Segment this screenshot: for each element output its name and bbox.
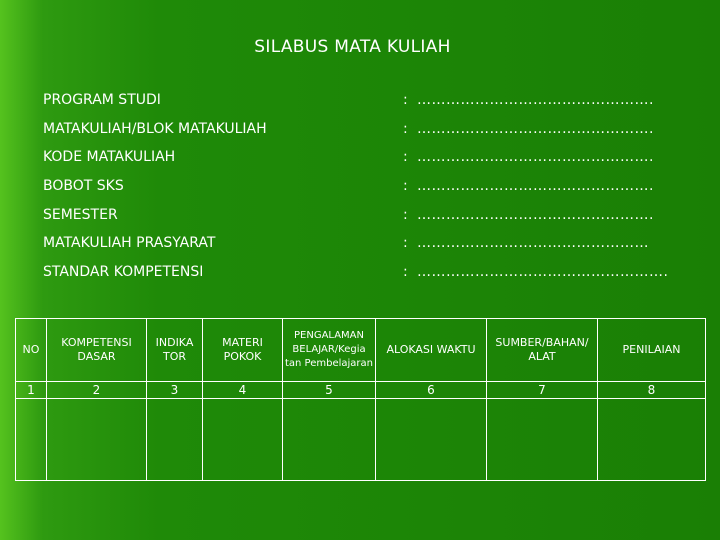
table-cell xyxy=(16,399,47,481)
field-label: KODE MATAKULIAH xyxy=(43,149,176,165)
table-cell xyxy=(147,399,203,481)
table-number-row xyxy=(16,382,706,399)
field-matakuliah-prasyarat xyxy=(43,235,683,257)
header-kompetensi-dasar: KOMPETENSI DASAR xyxy=(47,319,147,382)
table-empty-row xyxy=(16,399,706,481)
column-number: 4 xyxy=(203,382,283,399)
field-value: …………………………………………. xyxy=(417,149,654,165)
field-matakuliah xyxy=(43,121,683,143)
column-number: 7 xyxy=(487,382,598,399)
table-cell xyxy=(47,399,147,481)
table-cell xyxy=(203,399,283,481)
field-value: ……………………………………………. xyxy=(417,264,669,280)
field-label: STANDAR KOMPETENSI xyxy=(43,264,204,280)
header-materi-pokok: MATERI POKOK xyxy=(203,319,283,382)
slide-title: SILABUS MATA KULIAH xyxy=(254,37,451,57)
field-colon: : xyxy=(403,178,408,194)
table-header-row xyxy=(16,319,706,382)
header-alokasi-waktu: ALOKASI WAKTU xyxy=(376,319,487,382)
table-cell xyxy=(598,399,706,481)
field-value: …………………………………………. xyxy=(417,207,654,223)
field-value: …………………………………………. xyxy=(417,92,654,108)
field-bobot-sks xyxy=(43,178,683,200)
column-number: 2 xyxy=(47,382,147,399)
field-standar-kompetensi xyxy=(43,264,683,286)
field-label: SEMESTER xyxy=(43,207,118,223)
field-colon: : xyxy=(403,264,408,280)
table-cell xyxy=(283,399,376,481)
field-colon: : xyxy=(403,149,408,165)
field-label: MATAKULIAH/BLOK MATAKULIAH xyxy=(43,121,267,137)
table-cell xyxy=(376,399,487,481)
column-number: 5 xyxy=(283,382,376,399)
column-number: 8 xyxy=(598,382,706,399)
header-sumber-bahan-alat: SUMBER/BAHAN/ ALAT xyxy=(487,319,598,382)
field-value: ………………………………………… xyxy=(417,235,649,251)
field-value: …………………………………………. xyxy=(417,121,654,137)
column-number: 6 xyxy=(376,382,487,399)
column-number: 1 xyxy=(16,382,47,399)
syllabus-table xyxy=(15,318,706,481)
field-colon: : xyxy=(403,235,408,251)
field-colon: : xyxy=(403,207,408,223)
header-no: NO xyxy=(16,319,47,382)
field-label: PROGRAM STUDI xyxy=(43,92,161,108)
field-kode-matakuliah xyxy=(43,149,683,171)
field-colon: : xyxy=(403,121,408,137)
field-label: BOBOT SKS xyxy=(43,178,124,194)
header-pengalaman-belajar: PENGALAMAN BELAJAR/Kegia tan Pembelajaran xyxy=(283,319,376,382)
field-colon: : xyxy=(403,92,408,108)
table-cell xyxy=(487,399,598,481)
field-program-studi xyxy=(43,92,683,114)
header-penilaian: PENILAIAN xyxy=(598,319,706,382)
field-label: MATAKULIAH PRASYARAT xyxy=(43,235,216,251)
field-semester xyxy=(43,207,683,229)
column-number: 3 xyxy=(147,382,203,399)
field-value: …………………………………………. xyxy=(417,178,654,194)
header-indikator: INDIKA TOR xyxy=(147,319,203,382)
